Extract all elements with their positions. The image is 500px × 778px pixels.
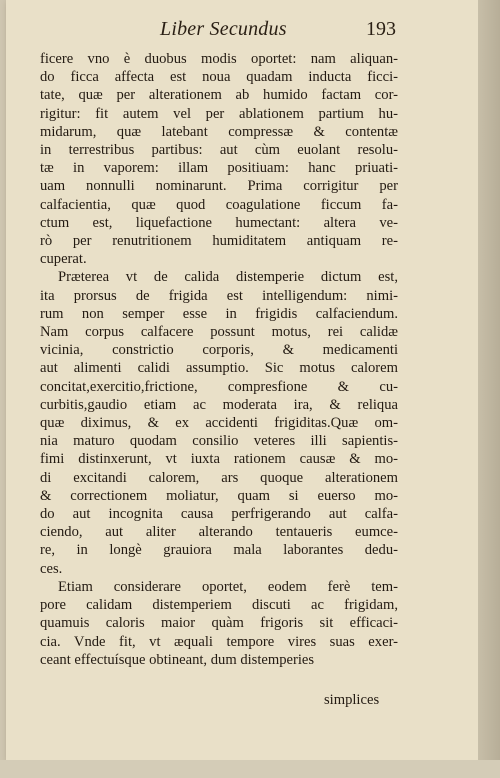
text-line: ciendo, aut aliter alterando tentaueris eumce- (40, 524, 398, 541)
text-line: quamuis caloris maior quàm frigoris sit efficaci- (40, 615, 398, 632)
text-line: di excitandi calorem, ars quoque alterationem (40, 469, 398, 486)
text-line: ces. (40, 560, 63, 577)
text-line: midarum, quæ latebant compressæ & contentæ (40, 123, 398, 140)
text-line: curbitis,gaudio etiam ac moderata ira, & reliqua (40, 396, 398, 413)
text-line: concitat,exercitio,frictione, compresfione & cu- (40, 378, 398, 395)
text-line: ita prorsus de frigida est intelligendum: nimi- (40, 287, 398, 304)
text-line: do ficca affecta est noua quadam inducta ficci- (40, 69, 398, 86)
book-page (6, 0, 478, 760)
text-line: pore calidam distemperiem discuti ac frigidam, (40, 597, 398, 614)
text-line: tate, quæ per alterationem ab humido factam cor- (40, 87, 398, 104)
text-line: cuperat. (40, 251, 87, 268)
paragraph (40, 268, 398, 577)
scan-bottom-margin (0, 760, 500, 778)
text-line: calfacientia, quæ quod coagulatione ficcum fa- (40, 196, 398, 213)
text-line: in terrestribus partibus: aut cùm euolant resolu- (40, 142, 398, 159)
text-line: Nam corpus calfacere possunt motus, rei calidæ (40, 324, 398, 341)
page-header (40, 18, 396, 42)
adjacent-page-edge (478, 0, 500, 778)
text-line: nia maturo quodam consilio veteres illi sapientis- (40, 433, 398, 450)
text-line: cia. Vnde fit, vt æquali tempore vires suas exer- (40, 633, 398, 650)
text-line: tæ in vaporem: illam positiuam: hanc priuati- (40, 160, 398, 177)
paragraph (40, 50, 398, 268)
running-head: Liber Secundus (160, 18, 287, 40)
text-line: fimi distinxerunt, vt iuxta rationem causæ & mo- (40, 451, 398, 468)
body-text (40, 50, 398, 669)
text-line: uam nonnulli nominarunt. Prima corrigitur per (40, 178, 398, 195)
catchword: simplices (324, 692, 380, 708)
text-line: quæ diximus, & ex accidenti frigiditas.Quæ om- (40, 415, 398, 432)
text-line: re, in longè grauiora mala laborantes dedu- (40, 542, 398, 559)
text-line: rum non semper esse in frigidis calfaciendum. (40, 305, 398, 322)
page-number: 193 (366, 18, 396, 40)
text-line: & correctionem moliatur, quam si euerso mo- (40, 487, 398, 504)
text-line: ctum est, liquefactione humectant: altera ve- (40, 214, 398, 231)
paragraph (40, 578, 398, 669)
text-line: Etiam considerare oportet, eodem ferè tem- (58, 578, 398, 595)
text-line: rò per renutritionem humiditatem antiquam re- (40, 233, 398, 250)
text-line: ceant effectuísque obtineant, dum distemperies (40, 651, 315, 668)
text-line: vicinia, constrictio corporis, & medicamenti (40, 342, 398, 359)
text-line: do aut incognita causa perfrigerando aut calfa- (40, 506, 398, 523)
text-line: rigitur: fit autem vel per ablationem partium hu- (40, 105, 398, 122)
text-line: ficere vno è duobus modis oportet: nam aliquan- (40, 51, 398, 67)
text-line: Præterea vt de calida distemperie dictum est, (58, 269, 398, 286)
text-line: aut alimenti calidi assumptio. Sic motus calorem (40, 360, 398, 377)
